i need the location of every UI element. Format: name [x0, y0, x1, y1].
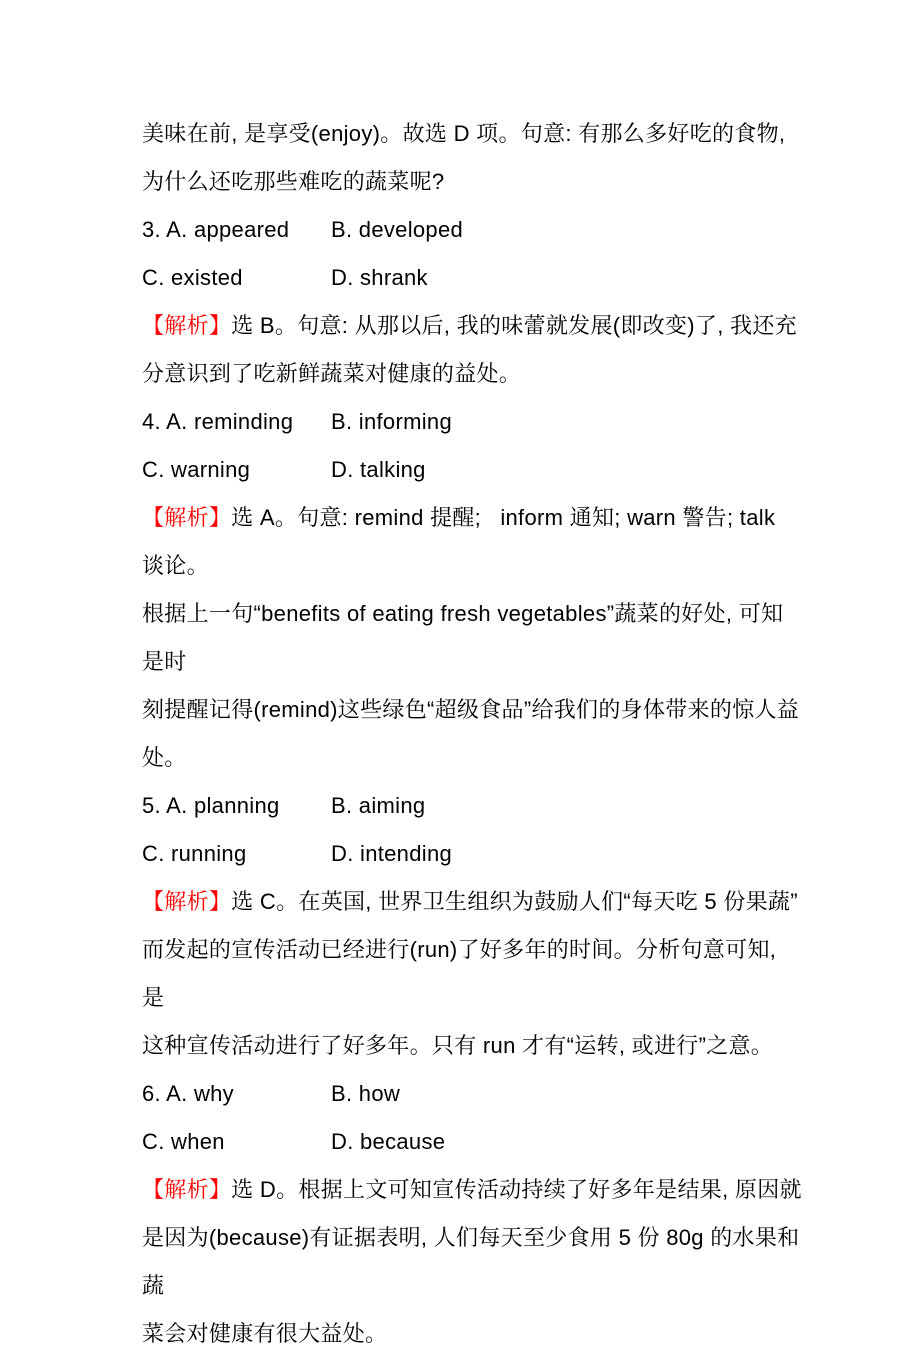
- option-choice-right: D. because: [331, 1129, 446, 1154]
- text-line: [142, 926, 802, 1022]
- option-choice-left: C. existed: [142, 265, 243, 290]
- option-choice-left: C. warning: [142, 457, 251, 482]
- text-line: [142, 158, 802, 206]
- text-line: [142, 734, 802, 782]
- text-segment: 根据上一句“benefits of eating fresh vegetables”蔬菜的好处, 可知是时: [142, 601, 784, 674]
- analysis-marker: 【解析】: [142, 889, 232, 914]
- option-choice-left: 3. A. appeared: [142, 217, 290, 242]
- option-row: [142, 782, 802, 830]
- text-segment: 选 C。在英国, 世界卫生组织为鼓励人们“每天吃 5 份果蔬”: [231, 889, 798, 914]
- text-line: [142, 350, 802, 398]
- option-choice-right: D. talking: [331, 457, 426, 482]
- text-line: [142, 1022, 802, 1070]
- option-choice-right: B. aiming: [331, 793, 426, 818]
- text-segment: 是因为(because)有证据表明, 人们每天至少食用 5 份 80g 的水果和蔬: [142, 1225, 800, 1298]
- text-line: [142, 1214, 802, 1310]
- option-choice-right: B. informing: [331, 409, 452, 434]
- option-choice-left: C. when: [142, 1129, 225, 1154]
- text-segment: 分意识到了吃新鲜蔬菜对健康的益处。: [142, 361, 522, 386]
- text-line: [142, 878, 802, 926]
- text-line: [142, 494, 802, 590]
- option-choice-left: 4. A. reminding: [142, 409, 294, 434]
- text-line: [142, 110, 802, 158]
- option-row: [142, 830, 802, 878]
- analysis-marker: 【解析】: [142, 313, 232, 338]
- option-row: [142, 206, 802, 254]
- analysis-marker: 【解析】: [142, 505, 232, 530]
- text-segment: 处。: [142, 745, 187, 770]
- option-choice-left: 5. A. planning: [142, 793, 280, 818]
- text-line: [142, 686, 802, 734]
- option-row: [142, 254, 802, 302]
- text-segment: 为什么还吃那些难吃的蔬菜呢?: [142, 169, 445, 194]
- option-row: [142, 446, 802, 494]
- option-choice-right: B. how: [331, 1081, 401, 1106]
- text-segment: 选 D。根据上文可知宣传活动持续了好多年是结果, 原因就: [231, 1177, 802, 1202]
- document-body: [142, 110, 802, 1358]
- text-segment: 美味在前, 是享受(enjoy)。故选 D 项。句意: 有那么多好吃的食物,: [142, 121, 786, 146]
- text-segment: 菜会对健康有很大益处。: [142, 1321, 388, 1346]
- analysis-marker: 【解析】: [142, 1177, 232, 1202]
- option-choice-left: C. running: [142, 841, 247, 866]
- text-segment: 选 B。句意: 从那以后, 我的味蕾就发展(即改变)了, 我还充: [231, 313, 797, 338]
- text-segment: 选 A。句意: remind 提醒; inform 通知; warn 警告; talk 谈论。: [142, 505, 782, 578]
- text-line: [142, 302, 802, 350]
- text-segment: 而发起的宣传活动已经进行(run)了好多年的时间。分析句意可知, 是: [142, 937, 783, 1010]
- option-row: [142, 1118, 802, 1166]
- option-choice-left: 6. A. why: [142, 1081, 234, 1106]
- text-line: [142, 1310, 802, 1358]
- text-segment: 刻提醒记得(remind)这些绿色“超级食品”给我们的身体带来的惊人益: [142, 697, 800, 722]
- option-choice-right: D. intending: [331, 841, 453, 866]
- option-choice-right: D. shrank: [331, 265, 428, 290]
- option-row: [142, 398, 802, 446]
- text-line: [142, 590, 802, 686]
- text-segment: 这种宣传活动进行了好多年。只有 run 才有“运转, 或进行”之意。: [142, 1033, 774, 1058]
- option-row: [142, 1070, 802, 1118]
- option-choice-right: B. developed: [331, 217, 464, 242]
- text-line: [142, 1166, 802, 1214]
